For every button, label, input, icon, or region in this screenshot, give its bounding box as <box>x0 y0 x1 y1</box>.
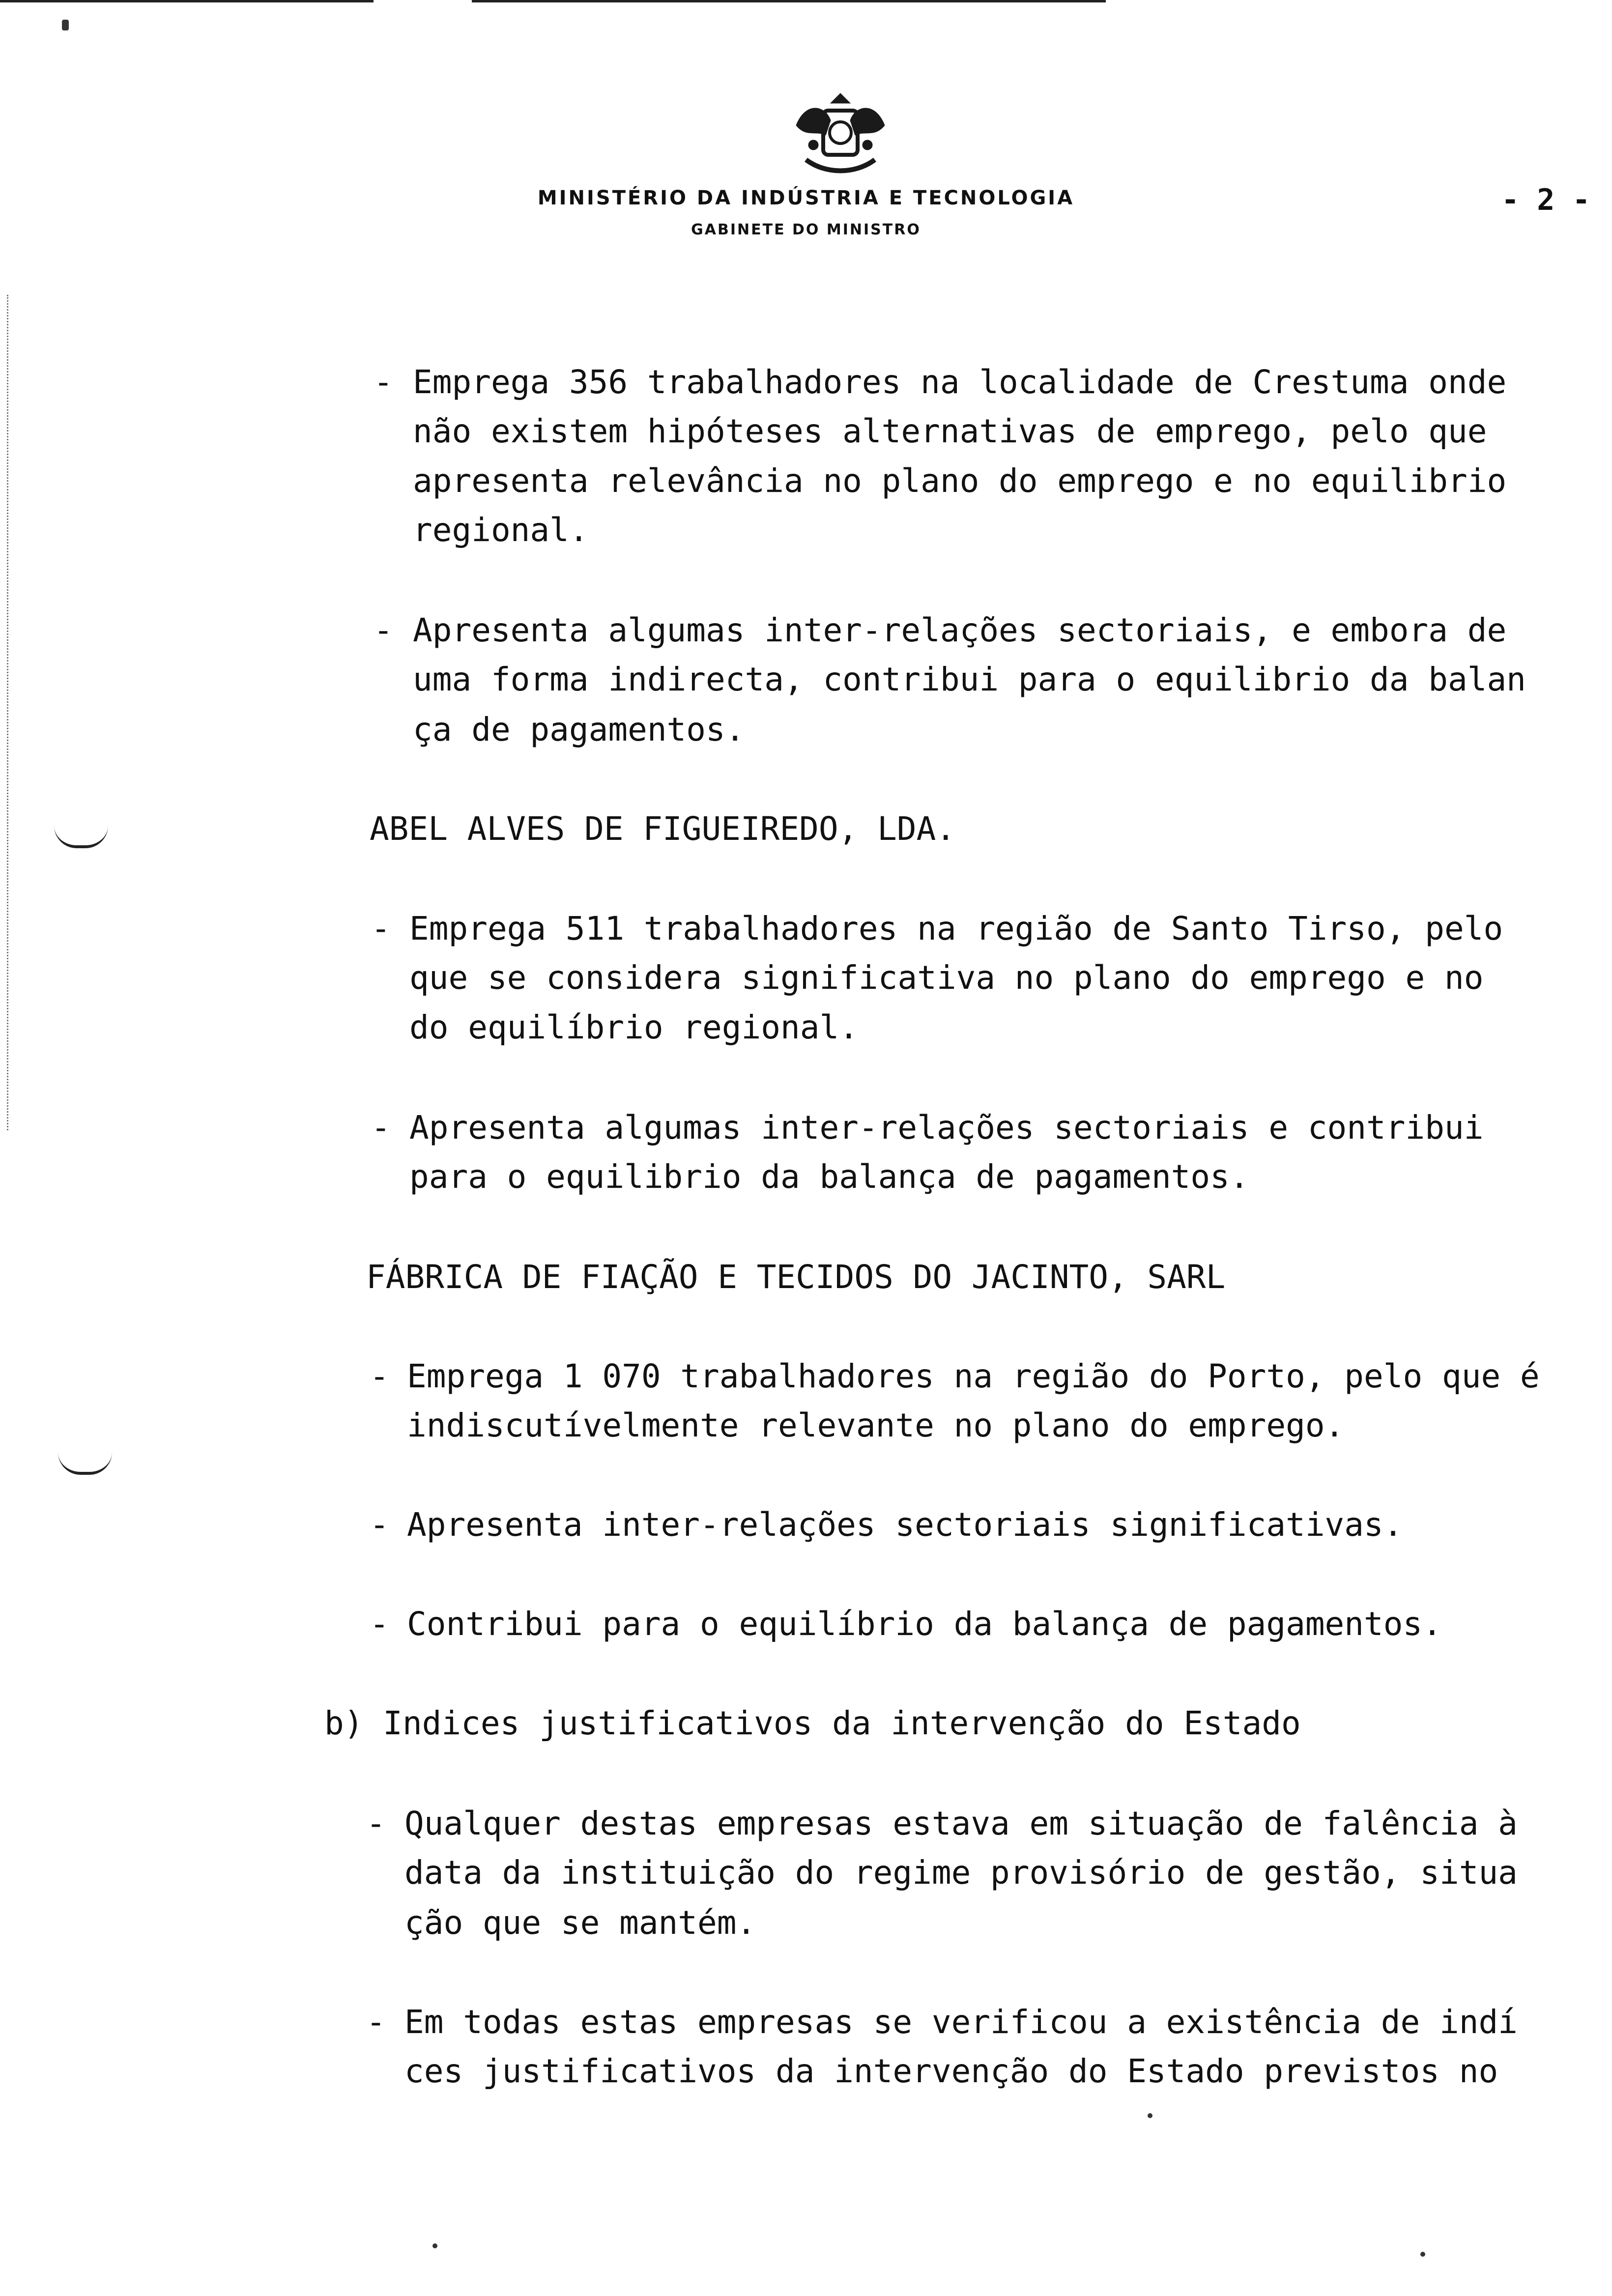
paragraph-line: que se considera significativa no plano do emprego e no <box>409 959 1484 997</box>
margin-mark <box>62 20 69 30</box>
bullet-dash: - <box>371 910 391 947</box>
paragraph-line: indiscutívelmente relevante no plano do emprego. <box>407 1406 1345 1444</box>
paragraph-line: ção que se mantém. <box>404 1904 756 1942</box>
bullet-dash: - <box>371 1109 391 1147</box>
scan-speck <box>1148 2113 1152 2118</box>
paragraph-line: data da instituição do regime provisório de gestão, situa <box>404 1854 1518 1892</box>
company-heading: ABEL ALVES DE FIGUEIREDO, LDA. <box>370 810 956 848</box>
letterhead-office: GABINETE DO MINISTRO <box>691 221 921 238</box>
bullet-dash: - <box>366 2003 386 2041</box>
paragraph-line: regional. <box>413 511 589 549</box>
paragraph-line: Em todas estas empresas se verificou a existência de indí <box>404 2003 1518 2041</box>
paragraph-line: Contribui para o equilíbrio da balança de pagamentos. <box>407 1605 1442 1643</box>
paragraph-line: para o equilibrio da balança de pagamentos. <box>409 1158 1249 1196</box>
bullet-dash: - <box>374 363 393 401</box>
paragraph-line: Apresenta algumas inter-relações sectoriais e contribui <box>409 1109 1484 1147</box>
bullet-dash: - <box>370 1357 389 1395</box>
paragraph-line: ça de pagamentos. <box>413 711 745 748</box>
company-heading: FÁBRICA DE FIAÇÃO E TECIDOS DO JACINTO, SARL <box>366 1258 1226 1296</box>
paragraph-line: apresenta relevância no plano do emprego e no equilibrio <box>413 462 1507 500</box>
letterhead-ministry: MINISTÉRIO DA INDÚSTRIA E TECNOLOGIA <box>537 187 1075 209</box>
paragraph-line: Emprega 1 070 trabalhadores na região do Porto, pelo que é <box>407 1357 1540 1395</box>
scan-speck <box>1420 2252 1425 2257</box>
binding-dots <box>7 295 12 1130</box>
paragraph-line: do equilíbrio regional. <box>409 1008 859 1046</box>
coat-of-arms-icon <box>777 91 904 179</box>
paragraph-line: Apresenta algumas inter-relações sectoriais, e embora de <box>413 611 1507 649</box>
paragraph-line: Qualquer destas empresas estava em situação de falência à <box>404 1805 1518 1842</box>
paragraph-line: uma forma indirecta, contribui para o equilibrio da balan <box>413 660 1526 698</box>
punch-hole-mark-lower <box>58 1452 112 1475</box>
paragraph-line: Emprega 511 trabalhadores na região de Santo Tirso, pelo <box>409 910 1503 947</box>
scan-speck <box>432 2243 437 2248</box>
section-heading: b) Indices justificativos da intervenção do Estado <box>324 1704 1301 1742</box>
top-rule-left <box>0 0 374 2</box>
paragraph-line: Apresenta inter-relações sectoriais significativas. <box>407 1506 1403 1544</box>
bullet-dash: - <box>374 611 393 649</box>
bullet-dash: - <box>366 1805 386 1842</box>
page-number: - 2 - <box>1501 183 1590 217</box>
paragraph-line: não existem hipóteses alternativas de emprego, pelo que <box>413 412 1487 450</box>
paragraph-line: Emprega 356 trabalhadores na localidade de Crestuma onde <box>413 363 1507 401</box>
paragraph-line: ces justificativos da intervenção do Estado previstos no <box>404 2052 1498 2090</box>
bullet-dash: - <box>370 1506 389 1544</box>
bullet-dash: - <box>370 1605 389 1643</box>
punch-hole-mark-upper <box>54 826 108 848</box>
top-rule-right <box>472 0 1106 2</box>
